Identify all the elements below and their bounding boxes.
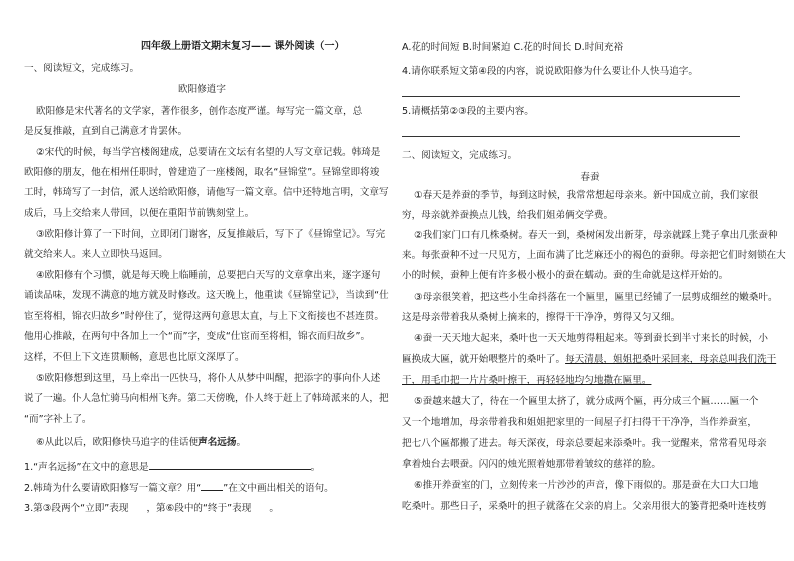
para-line: ⑤欧阳修想到这里，马上牵出一匹快马，将仆人从梦中叫醒，把添字的事向仆人述	[36, 373, 381, 384]
question-text: ，第⑥段中的“终于”表现	[146, 503, 252, 514]
para-line: 诵读品味，发现不满意的地方就及时修改。这天晚上，他重读《昼锦堂记》，当读到“仕	[24, 290, 389, 301]
para-line: 工时，韩琦写了一封信，派人送给欧阳修，请他写一篇文章。信中还特地言明，文章写	[24, 187, 389, 198]
para-line: 他用心推敲，在两句中各加上一个“而”字，变成“仕宦而至将相，锦衣而归故乡”。	[24, 331, 371, 342]
para-line: 穷，母亲就养蚕换点儿钱，给我们姐弟俩交学费。	[402, 210, 614, 221]
story-title-1: 欧阳修逍字	[178, 84, 226, 95]
para-line: ③母亲很笑着，把这些小生命抖落在一个匾里，匾里已经铺了一层剪成细丝的嫩桑叶。	[414, 292, 778, 303]
answer-blank[interactable]	[201, 481, 223, 491]
question-text: 2.韩琦为什么要请欧阳修写一篇文章？用“	[24, 483, 202, 494]
answer-options: A.花的时间短 B.时间紧迫 C.花的时间长 D.时间充裕	[402, 42, 624, 53]
para-line: 是反复推敲，直到自己满意才肯罢休。	[24, 126, 188, 137]
question-text: 。	[310, 462, 321, 473]
para-line: ①春天是养蚕的季节，每到这时候，我常常想起母亲来。新中国成立前，我们家很	[414, 190, 759, 201]
para-line: 说了一遍。仆人急忙骑马向相州飞奔。第二天傍晚，仆人终于赶上了韩琦派来的人，把	[24, 393, 389, 404]
section-heading-2: 二、阅读短文，完成练习。	[402, 150, 518, 161]
question-3	[24, 503, 279, 515]
question-4: 4.请你联系短文第④段的内容，说说欧阳修为什么要让仆人快马追字。	[402, 66, 698, 77]
para-line: 把七八个匾都搬了进去。每天深夜，母亲总要起来添桑叶。我一觉醒来，常常看见母亲	[402, 438, 767, 449]
para-line: 成后，马上交给来人带回，以便在重阳节前镌刻堂上。	[24, 208, 255, 219]
para-line: 来。每张蚕种不过一尺见方，上面布满了比芝麻还小的褐色的蚕卵。母亲把它们时刻锁在大	[402, 250, 786, 261]
question-text: 1.“声名远扬”在文中的意思是	[24, 462, 149, 473]
question-text: ”在文中画出相关的语句。	[223, 483, 334, 494]
para-text: 匾换成大匾，就开始喂整片的桑叶了。每天清晨，姐姐把桑叶采回来，母亲总叫我们洗干	[402, 354, 777, 365]
para-line: 宦至将相，锦衣归故乡”时停住了，觉得这两句意思太直，与上下文衔接也不甚连贯。	[24, 311, 384, 322]
underlined-phrase: 每天清晨，姐姐把桑叶采回来，母亲总叫我们洗干	[565, 354, 777, 365]
para-line: ②宋代的时候，每当学宫楼阁建成，总要请在文坛有名望的人写文章记载。韩琦是	[36, 147, 381, 158]
story-title-2: 春蚕	[580, 172, 600, 183]
para-line: ⑤蚕越来越大了，待在一个匾里太挤了，就分成两个匾，再分成三个匾……匾一个	[414, 396, 759, 407]
para-line	[402, 354, 776, 366]
para-line: ③欧阳修计算了一下时间，立即闭门谢客，反复推敲后，写下了《昼锦堂记》。写完	[36, 229, 386, 240]
para-text: ⑥从此以后，欧阳修快马追字的佳话便声名远扬。	[36, 437, 247, 448]
para-line: 这是母亲带着我从桑树上摘来的，擦得干干净净，剪得又匀又细。	[402, 312, 681, 323]
bold-phrase: 声名远扬	[198, 437, 237, 448]
para-line: ②我们家门口有几株桑树。春天一到，桑树闲发出新芽，母亲就踩上凳子拿出几张蚕种	[414, 230, 778, 241]
para-line-final	[36, 437, 246, 449]
para-line: ⑥推开养蚕室的门，立刻传来一片沙沙的声音，像下雨似的。那是蚕在大口大口地	[414, 480, 759, 491]
para-line: 欧阳修的朋友，他在相州任职时，曾建造了一座楼阁，取名“昼锦堂”。昼锦堂即将竣	[24, 167, 380, 178]
para-line: 欧阳修是宋代著名的文学家，著作很多，创作态度严谨。每写完一篇文章，总	[36, 106, 363, 117]
question-1	[24, 460, 320, 474]
question-text: 3.第③段两个“立即”表现	[24, 503, 129, 514]
answer-line[interactable]	[402, 96, 740, 97]
para-line: ④蚕一天天地大起来，桑叶也一天天地剪得粗起来。等到蚕长到半寸来长的时候，小	[414, 333, 768, 344]
para-line: ④欧阳修有个习惯，就是每天晚上临睡前，总要把白天写的文章拿出来，逐字逐句	[36, 270, 381, 281]
answer-blank[interactable]	[149, 460, 311, 470]
underlined-sentence: 干，用毛巾把一片片桑叶擦干，再轻轻地均匀地撒在匾里。	[402, 375, 652, 386]
section-heading-1: 一、阅读短文，完成练习。	[24, 63, 140, 74]
question-5: 5.请概括第②③段的主要内容。	[402, 106, 534, 117]
question-2	[24, 481, 334, 495]
para-line: 拿着烛台去喂蚕。闪闪的烛光照着她那带着皱纹的慈祥的脸。	[402, 459, 662, 470]
para-line: 小的时候，蚕种上便有许多极小极小的蚕在蠕动。蚕的生命就是这样开始的。	[402, 270, 729, 281]
para-line: 吃桑叶。那些日子，采桑叶的担子就落在父亲的肩上。父亲用很大的篓背把桑叶连枝剪	[402, 501, 767, 512]
para-line: 这样，不但上下文连贯顺畅，意思也比原文深厚了。	[24, 352, 245, 363]
question-text: 。	[269, 503, 279, 514]
doc-title: 四年级上册语文期末复习—— 课外阅读（一）	[141, 41, 345, 52]
answer-line[interactable]	[402, 136, 740, 137]
para-line: “而”字补上了。	[24, 414, 92, 425]
para-line: 就交给来人。来人立即快马返回。	[24, 249, 168, 260]
para-line: 又一个地增加，母亲带着我和姐姐把家里的一间屋子打扫得干干净净，当作养蚕室，	[402, 417, 757, 428]
